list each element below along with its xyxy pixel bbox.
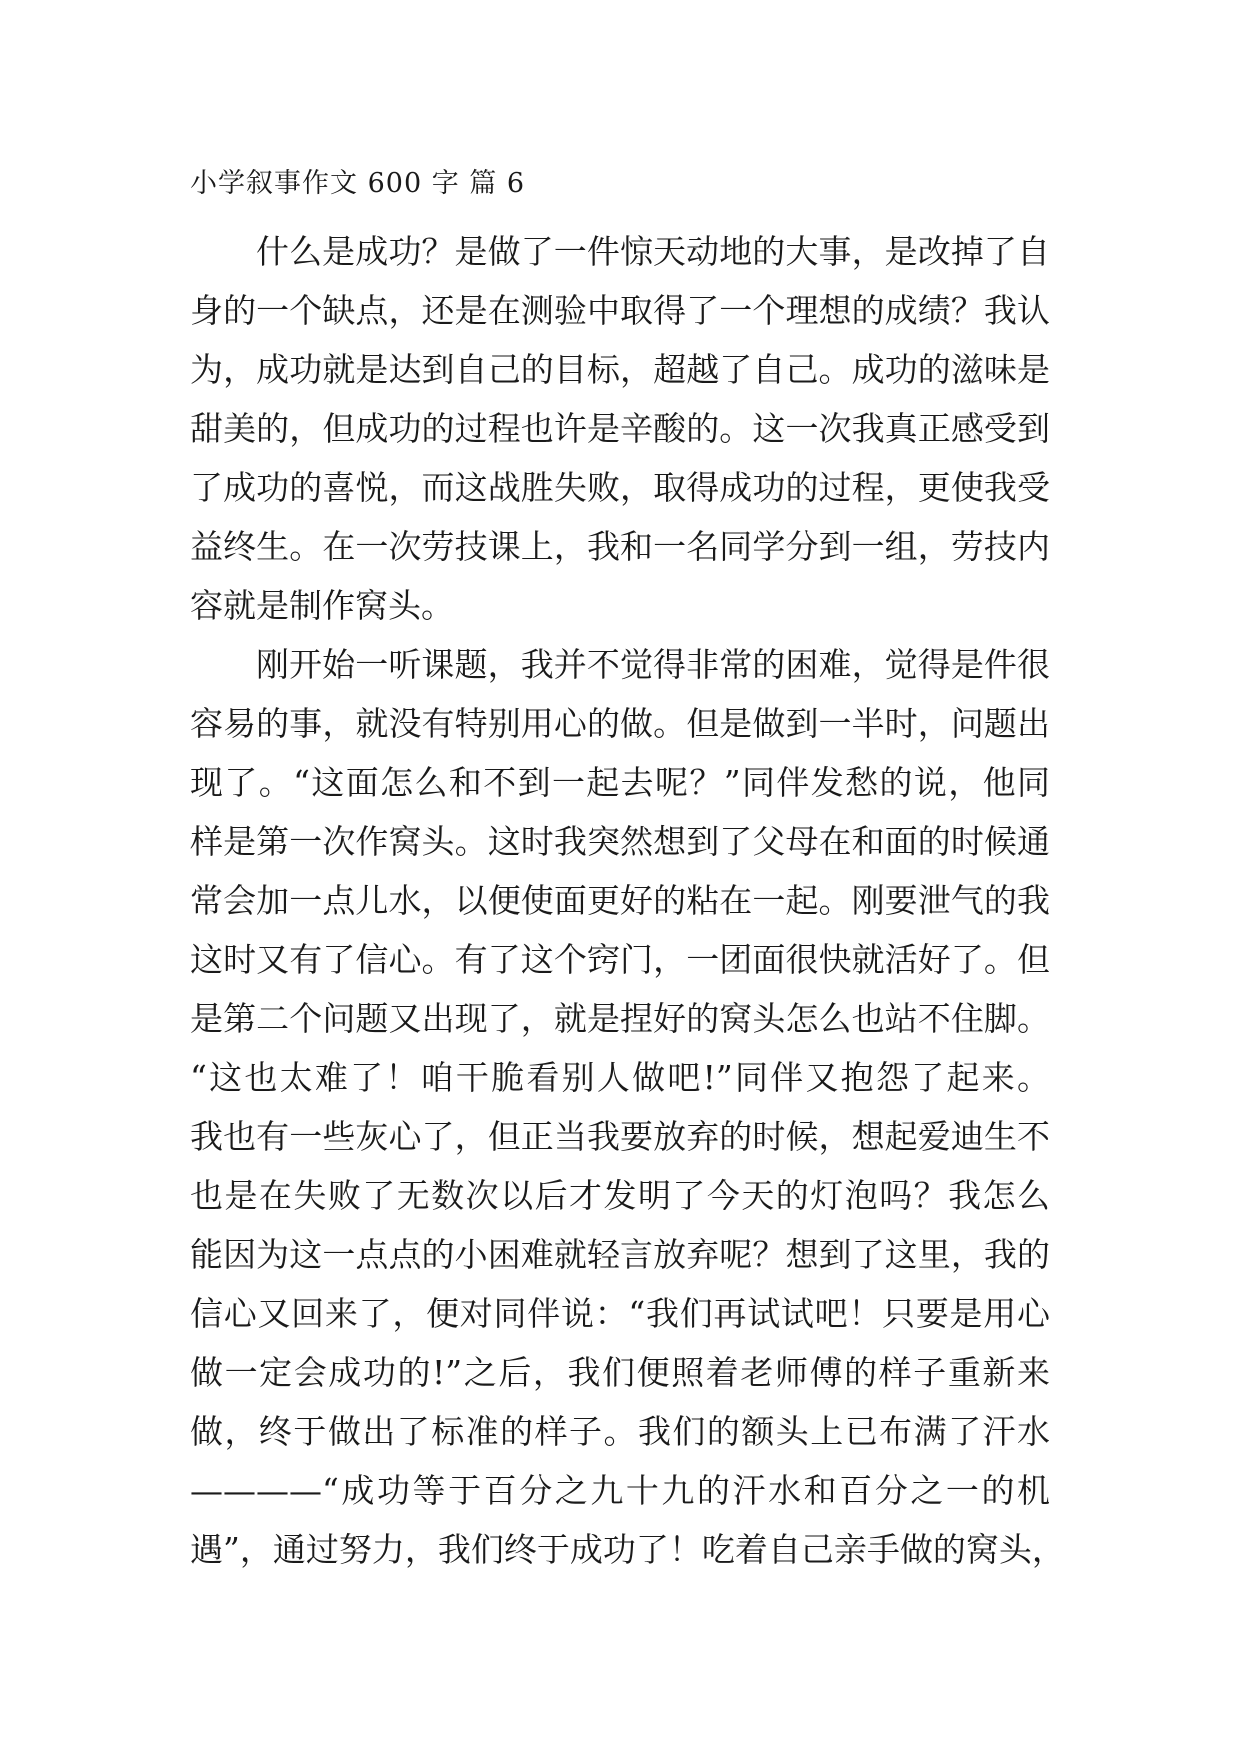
paragraph-1-line-3: 为，成功就是达到自己的目标，超越了自己。成功的滋味是	[190, 350, 1050, 389]
paragraph-2-line-15: ————“成功等于百分之九十九的汗水和百分之一的机	[190, 1471, 1050, 1510]
paragraph-2-line-10: 也是在失败了无数次以后才发明了今天的灯泡吗？我怎么	[190, 1176, 1050, 1215]
paragraph-2-line-8: “这也太难了！咱干脆看别人做吧!”同伴又抱怨了起来。	[190, 1058, 1050, 1097]
paragraph-1-line-7: 容就是制作窝头。	[190, 586, 454, 625]
paragraph-2-line-5: 常会加一点儿水，以便使面更好的粘在一起。刚要泄气的我	[190, 881, 1050, 920]
paragraph-2-line-4: 样是第一次作窝头。这时我突然想到了父母在和面的时候通	[190, 822, 1050, 861]
paragraph-2-line-14: 做，终于做出了标准的样子。我们的额头上已布满了汗水	[190, 1412, 1050, 1451]
paragraph-1-line-1: 什么是成功？是做了一件惊天动地的大事，是改掉了自	[256, 232, 1050, 271]
essay-title: 小学叙事作文 600 字 篇 6	[190, 168, 526, 199]
paragraph-2-line-3: 现了。“这面怎么和不到一起去呢？”同伴发愁的说，他同	[190, 763, 1050, 802]
essay-body	[190, 222, 1065, 1579]
paragraph-2-line-7: 是第二个问题又出现了，就是捏好的窝头怎么也站不住脚。	[190, 999, 1050, 1038]
paragraph-2-line-2: 容易的事，就没有特别用心的做。但是做到一半时，问题出	[190, 704, 1050, 743]
paragraph-1-line-6: 益终生。在一次劳技课上，我和一名同学分到一组，劳技内	[190, 527, 1050, 566]
paragraph-2-line-13: 做一定会成功的!”之后，我们便照着老师傅的样子重新来	[190, 1353, 1050, 1392]
paragraph-2-line-12: 信心又回来了，便对同伴说：“我们再试试吧！只要是用心	[190, 1294, 1050, 1333]
paragraph-2-line-1: 刚开始一听课题，我并不觉得非常的困难，觉得是件很	[256, 645, 1050, 684]
paragraph-1-line-4: 甜美的，但成功的过程也许是辛酸的。这一次我真正感受到	[190, 409, 1050, 448]
paragraph-1-line-2: 身的一个缺点，还是在测验中取得了一个理想的成绩？我认	[190, 291, 1050, 330]
paragraph-1-line-5: 了成功的喜悦，而这战胜失败，取得成功的过程，更使我受	[190, 468, 1050, 507]
paragraph-2-line-6: 这时又有了信心。有了这个窍门，一团面很快就活好了。但	[190, 940, 1050, 979]
paragraph-2-line-16: 遇”，通过努力，我们终于成功了！吃着自己亲手做的窝头，	[190, 1530, 1065, 1569]
paragraph-2-line-11: 能因为这一点点的小困难就轻言放弃呢？想到了这里，我的	[190, 1235, 1050, 1274]
paragraph-2-line-9: 我也有一些灰心了，但正当我要放弃的时候，想起爱迪生不	[190, 1117, 1050, 1156]
